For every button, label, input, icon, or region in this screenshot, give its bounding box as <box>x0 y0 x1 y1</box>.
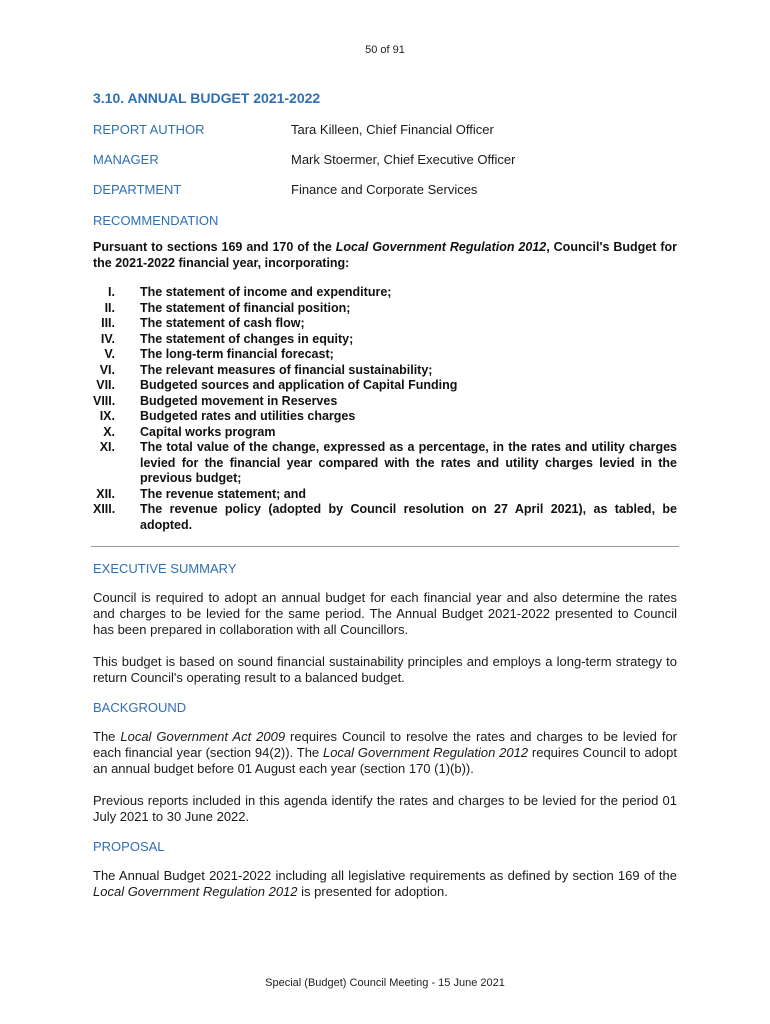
meta-row-manager <box>93 152 677 182</box>
list-item <box>93 301 677 317</box>
meta-value: Mark Stoermer, Chief Executive Officer <box>291 152 516 167</box>
list-item-text: The statement of income and expenditure; <box>140 285 392 299</box>
background-text: requires Council to resolve the rates and charges to be levied for each financial year (section 94(2)). The <box>93 729 678 760</box>
section-title: 3.10. ANNUAL BUDGET 2021-2022 <box>93 90 321 106</box>
recommendation-heading: RECOMMENDATION <box>93 213 219 228</box>
list-item-text: The statement of changes in equity; <box>140 331 354 346</box>
list-item-number: VI. <box>99 362 115 377</box>
list-item-number: I. <box>108 285 115 299</box>
list-item-text: The relevant measures of financial sustainability; <box>140 362 433 377</box>
list-item-number: III. <box>101 316 115 330</box>
list-item-number: XIII. <box>93 502 116 516</box>
list-item-text: The statement of cash flow; <box>140 316 305 330</box>
recommendation-intro <box>93 239 677 271</box>
list-item-text: The total value of the change, expressed as a percentage, in the rates and utility charges levied for the financial year compared with the rates and utility charges levied in the previous budget; <box>140 440 677 485</box>
list-item-text: The revenue statement; and <box>140 486 307 501</box>
list-item-number: XI. <box>99 440 115 454</box>
page-number: 50 of 91 <box>365 44 405 56</box>
meta-label: DEPARTMENT <box>93 182 182 197</box>
list-item <box>93 440 677 487</box>
list-item-number: IV. <box>100 331 115 346</box>
list-item <box>93 378 677 394</box>
regulation-title: Local Government Regulation 2012 <box>322 745 529 760</box>
regulation-title: Local Government Regulation 2012 <box>335 240 547 254</box>
list-item-number: X. <box>103 424 115 439</box>
list-item <box>93 332 677 348</box>
background-paragraph: Previous reports included in this agenda identify the rates and charges to be levied for the period 01 July 2021 to 30 June 2022. <box>93 793 677 824</box>
regulation-title: Local Government Regulation 2012 <box>93 884 298 899</box>
list-item-text: Budgeted movement in Reserves <box>140 393 338 408</box>
list-item <box>93 502 677 533</box>
proposal-paragraph <box>93 868 677 900</box>
background-paragraph <box>93 729 677 777</box>
document-body <box>93 90 677 900</box>
executive-summary-heading: EXECUTIVE SUMMARY <box>93 561 237 576</box>
meta-value: Finance and Corporate Services <box>291 182 478 197</box>
meta-label: REPORT AUTHOR <box>93 122 205 137</box>
background-text: The <box>93 729 121 744</box>
proposal-text: is presented for adoption. <box>297 884 448 899</box>
list-item-number: VIII. <box>93 393 116 408</box>
meta-row-report-author <box>93 122 677 152</box>
list-item-text: Capital works program <box>140 424 276 439</box>
list-item-number: IX. <box>99 409 115 423</box>
list-item <box>93 425 677 441</box>
list-item <box>93 363 677 379</box>
list-item-text: The long-term financial forecast; <box>140 347 334 361</box>
recommendation-intro-text: Pursuant to sections 169 and 170 of the <box>93 240 336 254</box>
section-divider <box>91 546 679 547</box>
list-item <box>93 394 677 410</box>
list-item <box>93 347 677 363</box>
recommendation-list <box>93 285 677 533</box>
act-title: Local Government Act 2009 <box>120 729 286 744</box>
executive-summary-paragraph: This budget is based on sound financial sustainability principles and employs a long-term strategy to return Council's operating result to a balanced budget. <box>93 654 677 685</box>
list-item-text: The statement of financial position; <box>140 300 351 315</box>
list-item-number: XII. <box>96 486 115 501</box>
list-item-number: VII. <box>96 378 115 392</box>
proposal-heading: PROPOSAL <box>93 839 165 854</box>
background-text: requires Council to adopt an annual budget before 01 August each year (section 170 (1)(b)). <box>93 745 677 776</box>
list-item-text: Budgeted sources and application of Capital Funding <box>140 378 458 392</box>
meta-row-department <box>93 182 677 212</box>
meta-value: Tara Killeen, Chief Financial Officer <box>291 122 494 137</box>
meta-label: MANAGER <box>93 152 159 167</box>
executive-summary-paragraph: Council is required to adopt an annual budget for each financial year and also determine the rates and charges to be levied for the same period. The Annual Budget 2021-2022 presented to Council has been prepared in collaboration with all Councillors. <box>93 590 677 637</box>
list-item-number: II. <box>104 300 115 315</box>
list-item-text: Budgeted rates and utilities charges <box>140 409 356 423</box>
background-heading: BACKGROUND <box>93 700 187 715</box>
list-item <box>93 487 677 503</box>
list-item <box>93 409 677 425</box>
list-item-number: V. <box>104 347 115 361</box>
proposal-text: The Annual Budget 2021-2022 including all legislative requirements as defined by section 169 of the <box>93 868 677 883</box>
recommendation-intro-text: , Council's Budget for the 2021-2022 financial year, incorporating: <box>93 240 678 270</box>
list-item <box>93 285 677 301</box>
page-footer: Special (Budget) Council Meeting - 15 June 2021 <box>265 977 505 989</box>
list-item-text: The revenue policy (adopted by Council resolution on 27 April 2021), as tabled, be adopted. <box>140 502 677 532</box>
list-item <box>93 316 677 332</box>
